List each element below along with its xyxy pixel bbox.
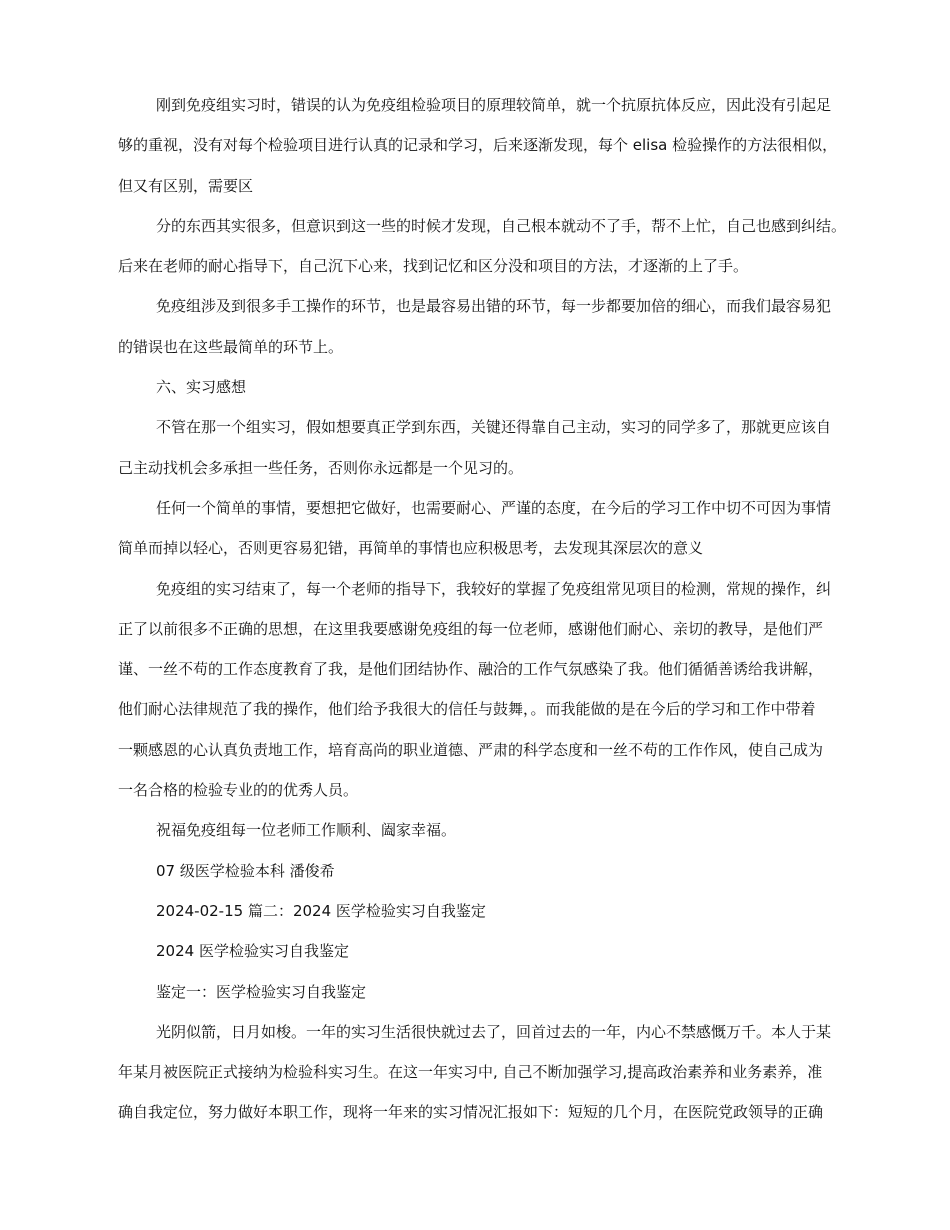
paragraph: [88, 206, 863, 287]
text-line: 07 级医学检验本科 潘俊希: [156, 861, 335, 880]
paragraph: [88, 286, 863, 367]
text-line: 祝福免疫组每一位老师工作顺利、阖家幸福。: [156, 821, 457, 840]
paragraph: [88, 85, 863, 206]
text-line: 一名合格的检验专业的的优秀人员。: [118, 781, 359, 800]
text-line: 一颗感恩的心认真负责地工作，培育高尚的职业道德、严肃的科学态度和一丝不苟的工作作风，使自己成为: [118, 740, 824, 759]
text-line: 年某月被医院正式接纳为检验科实习生。在这一年实习中, 自己不断加强学习,提高政治素养和业务素养，准: [118, 1063, 823, 1082]
paragraph: [88, 488, 863, 569]
text-line: 2024 医学检验实习自我鉴定: [156, 942, 349, 961]
text-line: 己主动找机会多承担一些任务，否则你永远都是一个见习的。: [118, 458, 524, 477]
text-line: 正了以前很多不正确的思想，在这里我要感谢免疫组的每一位老师，感谢他们耐心、亲切的教导，是他们严: [118, 619, 824, 638]
paragraph: [88, 407, 863, 488]
text-line: 简单而掉以轻心，否则更容易犯错，再简单的事情也应积极思考，去发现其深层次的意义: [118, 539, 704, 558]
paragraph: [88, 1012, 863, 1133]
text-line: 免疫组涉及到很多手工操作的环节，也是最容易出错的环节，每一步都要加倍的细心，而我们最容易犯: [156, 297, 832, 316]
text-line: 2024-02-15 篇二：2024 医学检验实习自我鉴定: [156, 901, 486, 920]
text-line: 够的重视，没有对每个检验项目进行认真的记录和学习，后来逐渐发现，每个 elisa 检验操作的方法很相似，: [118, 136, 838, 155]
document-title: [88, 931, 863, 971]
text-line: 刚到免疫组实习时，错误的认为免疫组检验项目的原理较简单，就一个抗原抗体反应，因此没有引起足: [156, 96, 832, 114]
text-line: 的错误也在这些最简单的环节上。: [118, 337, 344, 356]
section-heading: [88, 367, 863, 407]
text-line: 六、实习感想: [156, 378, 247, 397]
text-line: 但又有区别，需要区: [118, 176, 254, 195]
signature-line: [88, 851, 863, 891]
text-line: 后来在老师的耐心指导下，自己沉下心来，找到记忆和区分没和项目的方法，才逐渐的上了手。: [118, 257, 749, 276]
paragraph: [88, 569, 863, 811]
text-line: 不管在那一个组实习，假如想要真正学到东西，关键还得靠自己主动，实习的同学多了，那就更应该自: [156, 418, 832, 437]
section-heading: [88, 972, 863, 1012]
text-line: 免疫组的实习结束了，每一个老师的指导下，我较好的掌握了免疫组常见项目的检测，常规的操作，纠: [156, 579, 832, 598]
text-line: 确自我定位，努力做好本职工作，现将一年来的实习情况汇报如下：短短的几个月，在医院党政领导的正确: [118, 1103, 824, 1122]
text-line: 谨、一丝不苟的工作态度教育了我，是他们团结协作、融洽的工作气氛感染了我。他们循循善诱给我讲解，: [118, 660, 824, 679]
text-line: 他们耐心法律规范了我的操作，他们给予我很大的信任与鼓舞，。而我能做的是在今后的学习和工作中带着: [118, 700, 816, 719]
paragraph: [88, 810, 863, 850]
date-title-line: [88, 891, 863, 931]
document-body: [88, 85, 863, 1133]
text-line: 任何一个简单的事情，要想把它做好，也需要耐心、严谨的态度，在今后的学习工作中切不可因为事情: [156, 498, 832, 517]
text-line: 分的东西其实很多，但意识到这一些的时候才发现，自己根本就动不了手，帮不上忙，自己也感到纠结。: [156, 216, 847, 235]
text-line: 光阴似箭，日月如梭。一年的实习生活很快就过去了，回首过去的一年，内心不禁感慨万千。本人于某: [156, 1022, 832, 1041]
text-line: 鉴定一：医学检验实习自我鉴定: [156, 982, 367, 1001]
